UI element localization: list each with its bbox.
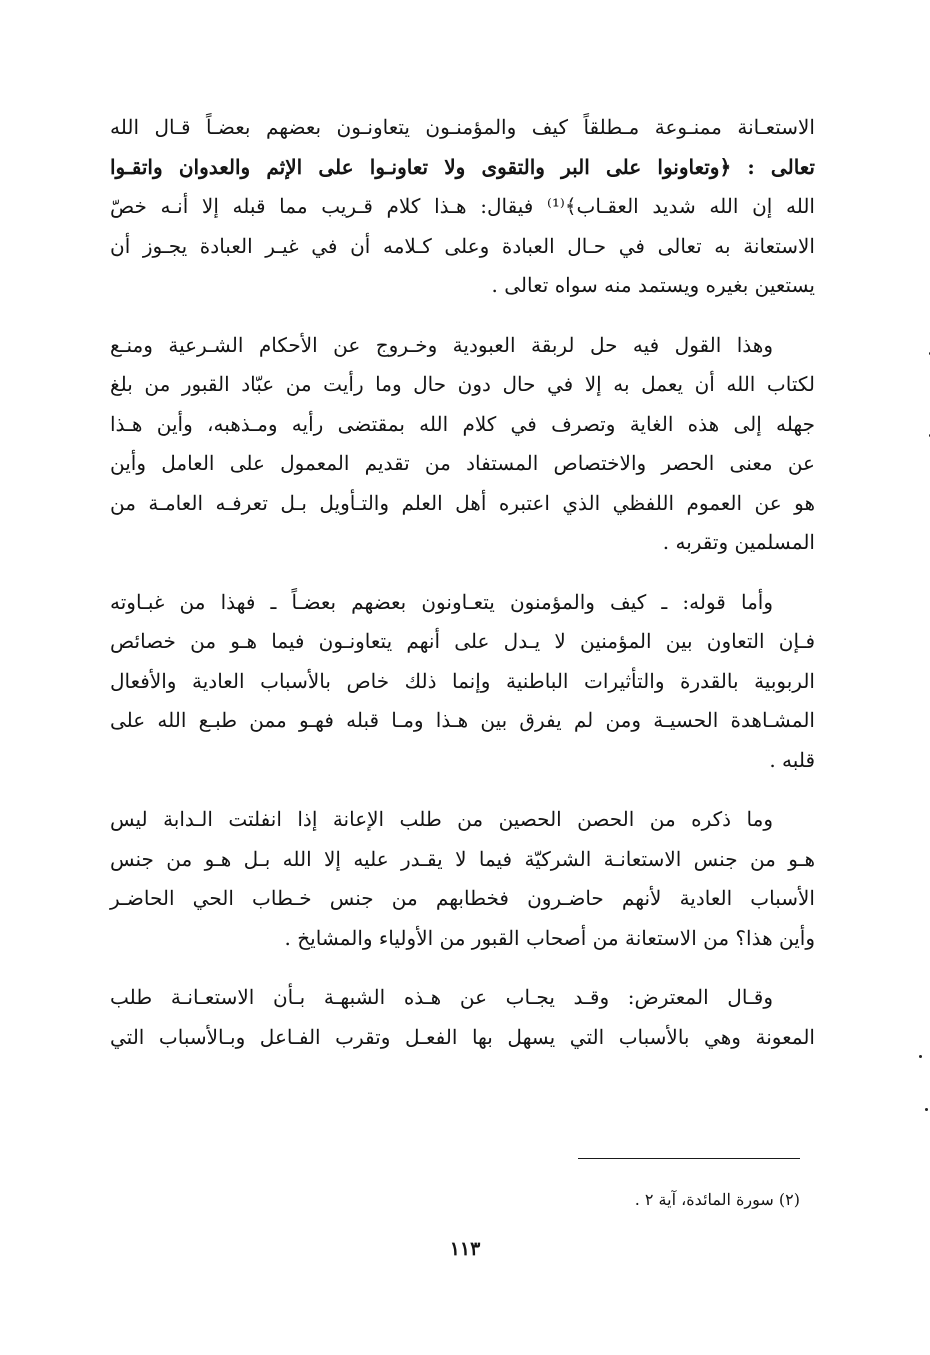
page-body — [110, 108, 815, 1057]
paragraph-4 — [110, 800, 815, 958]
text-line: جهله إلى هذه الغاية وتصرف في كلام الله بمقتضى رأيه ومـذهبه، وأين هـذا — [110, 411, 815, 436]
text-line: قلبه . — [769, 747, 815, 772]
text-line: يستعين بغيره ويستمد منه سواه تعالى . — [491, 273, 815, 297]
text-line: الاستعـانة ممنـوعة مـطلقاً كيف والمؤمنـون يتعاونـون بعضهم بعضـاً قـال الله — [110, 115, 815, 139]
text-line: المسلمين وتقربه . — [662, 530, 815, 554]
text-line: فـإن التعاون بين المؤمنين لا يـدل على أنهم يتعاونـون فيما هـو من خصائص — [110, 629, 815, 653]
text-line: عن معنى الحصر والاختصاص المستفاد من تقديم المعمول على العامل وأين — [110, 451, 815, 475]
footnote-divider — [578, 1158, 800, 1159]
text-line: وأما قوله: ـ كيف والمؤمنون يتعـاونون بعضهم بعضـاً ـ فهذا من غبـاوته — [110, 589, 773, 614]
scan-speck — [925, 1108, 928, 1111]
page-number: ١١٣ — [449, 1238, 481, 1260]
text-line: وقـال المعترض: وقـد يجـاب عن هـذه الشبهـة بـأن الاستعـانـة طلب — [110, 985, 773, 1009]
paragraph-1 — [110, 108, 815, 306]
text-line: وما ذكره من الحصن الحصين من طلب الإعانة إذا انفلتت الـدابة ليس — [110, 807, 773, 831]
text-line: الله إن الله شديد العقـاب﴾⁽¹⁾ فيقال: هـذا كلام قـريب مما قبله إلا أنـه خصّ — [110, 194, 815, 218]
paragraph-5 — [110, 978, 815, 1057]
paragraph-3 — [110, 583, 815, 781]
quran-verse-line: تعالى : ﴿وتعاونوا على البر والتقوى ولا تعاونـوا على الإثم والعدوان واتقـوا — [110, 154, 815, 179]
footnote: (٢) سورة المائدة، آية ٢ . — [634, 1190, 800, 1209]
text-line: وأين هذا؟ من الاستعانة من أصحاب القبور من الأولياء والمشايخ . — [284, 925, 815, 950]
text-line: الربوبية بالقدرة والتأثيرات الباطنية وإنما ذلك خاص بالأسباب العادية والأفعال — [110, 668, 815, 693]
text-line: المعونة وهي بالأسباب التي يسهل بها الفعـل وتقرب الفـاعل وبـالأسباب التي — [110, 1024, 815, 1049]
scan-speck — [919, 1055, 922, 1058]
text-line: هو عن العموم اللفظي الذي اعتبره أهل العلم والتـأويل بـل تعرفـه العامـة من — [110, 490, 815, 515]
text-line: الأسباب العادية لأنهم حاضـرون فخطابهم من جنس خـطاب الحي الحاضـر — [110, 886, 815, 910]
text-line: المشـاهدة الحسيـة ومن لم يفرق بين هـذا ومـا قبله فهـو ممن طبـع الله على — [110, 708, 815, 732]
text-line: هـو من جنس الاستعانـة الشركيّة فيما لا يقـدر عليه إلا الله بـل هـو من جنس — [110, 846, 815, 871]
text-line: وهذا القول فيه حل لربقة العبودية وخـروج عن الأحكام الشـرعية ومنـع — [110, 332, 773, 357]
paragraph-2 — [110, 326, 815, 563]
text-line: الاستعانة به تعالى في حـال العبادة وعلى كـلامه أن في غيـر العبادة يجـوز أن — [110, 233, 815, 258]
text-line: لكتاب الله أن يعمل به إلا في حال دون حال وما رأيت من عبّاد القبور من بلغ — [110, 372, 815, 396]
